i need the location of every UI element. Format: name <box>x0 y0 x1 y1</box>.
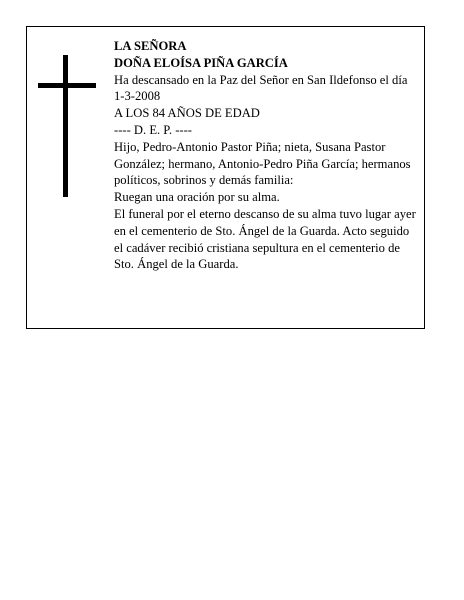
cross-vertical-bar <box>63 55 68 197</box>
family-list: Hijo, Pedro-Antonio Pastor Piña; nieta, Susana Pastor González; hermano, Antonio-Pedro Piña García; hermanos políticos, sobrinos y demás familia: <box>114 139 411 188</box>
cross-horizontal-bar <box>38 83 96 88</box>
prayer-request: Ruegan una oración por su alma. <box>114 190 280 205</box>
age-line: A LOS 84 AÑOS DE EDAD <box>114 106 260 121</box>
notice-text-block <box>114 38 416 273</box>
rip-line: ---- D. E. P. ---- <box>114 122 192 137</box>
funeral-details: El funeral por el eterno descanso de su alma tuvo lugar ayer en el cementerio de Sto. Ángel de la Guarda. Acto seguido el cadáver recibió cristiana sepultura en el cementerio de Sto. Ángel de la Guarda. <box>114 206 416 272</box>
death-statement: Ha descansado en la Paz del Señor en San Ildefonso el día 1-3-2008 <box>114 72 408 104</box>
deceased-name: DOÑA ELOÍSA PIÑA GARCÍA <box>114 55 288 70</box>
notice-title: LA SEÑORA <box>114 39 187 53</box>
